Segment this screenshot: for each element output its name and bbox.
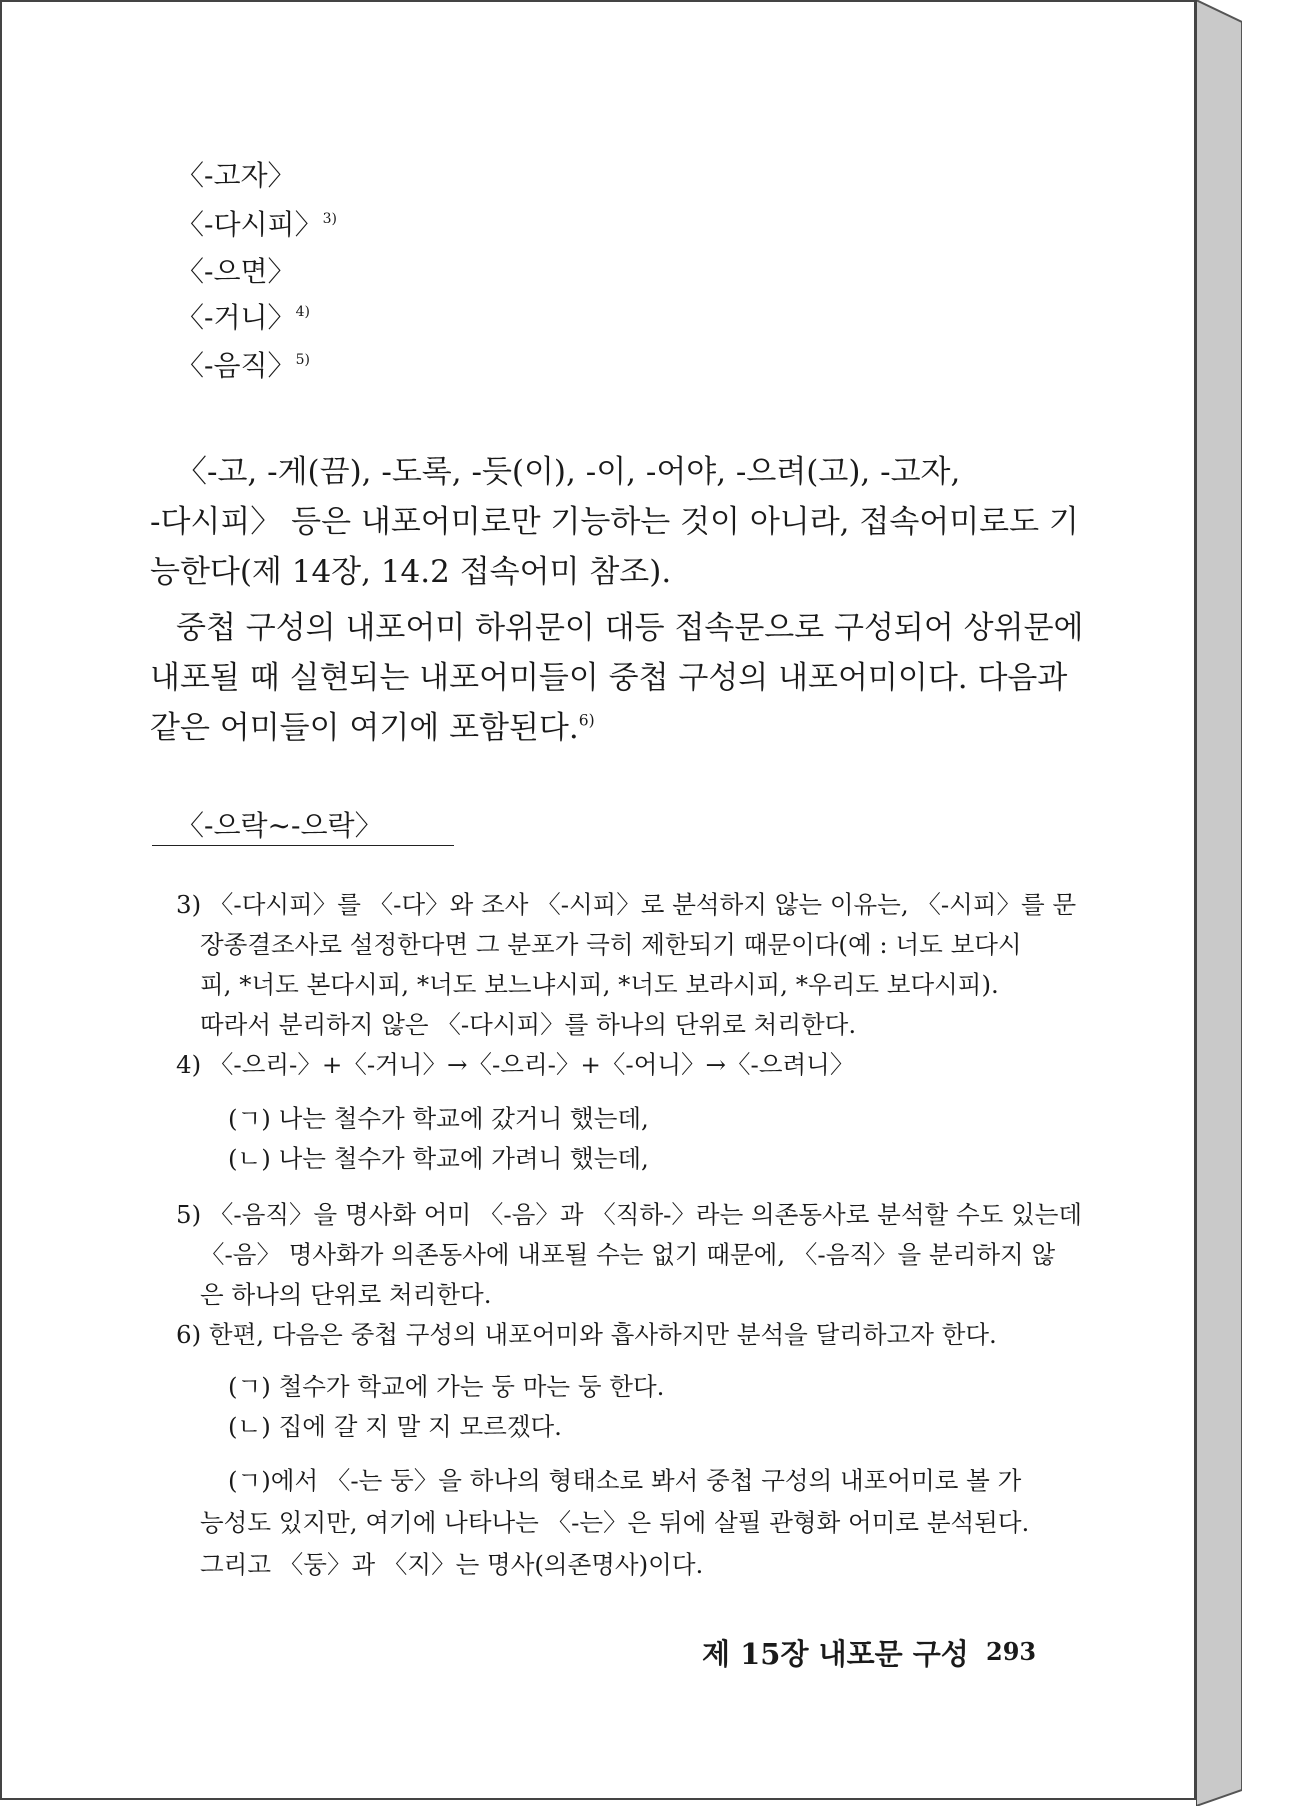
example-line: 〈-음직〉$^{5)}$ <box>176 349 310 382</box>
footnote-line: 능성도 있지만, 여기에 나타나는 〈-는〉은 뒤에 살필 관형화 어미로 분석된다. <box>200 1508 1030 1537</box>
footnote-line: 5) 〈-음직〉을 명사화 어미 〈-음〉과 〈직하-〉라는 의존동사로 분석할 수도 있는데 <box>176 1200 1083 1229</box>
footnote-example: (ㄱ) 나는 철수가 학교에 갔거니 했는데, <box>228 1104 649 1133</box>
example-line: 〈-으면〉 <box>176 255 296 288</box>
footnote-line: 피, *너도 본다시피, *너도 보느냐시피, *너도 보라시피, *우리도 보다시피). <box>200 970 999 999</box>
paragraph-line: 내포될 때 실현되는 내포어미들이 중첩 구성의 내포어미이다. 다음과 <box>150 660 1068 696</box>
paragraph-line: 같은 어미들이 여기에 포함된다.$^{6)}$ <box>150 710 595 746</box>
footnote-line: 그리고 〈둥〉과 〈지〉는 명사(의존명사)이다. <box>200 1550 704 1579</box>
footnote-separator <box>152 845 454 846</box>
paragraph-line: -다시피〉 등은 내포어미로만 기능하는 것이 아니라, 접속어미로도 기 <box>150 504 1079 540</box>
footnote-line: 장종결조사로 설정한다면 그 분포가 극히 제한되기 때문이다(예 : 너도 보다시 <box>200 930 1022 959</box>
example-line: 〈-거니〉$^{4)}$ <box>176 301 310 334</box>
example-line: 〈-다시피〉$^{3)}$ <box>176 208 337 241</box>
footnote-line: 따라서 분리하지 않은 〈-다시피〉를 하나의 단위로 처리한다. <box>200 1010 857 1039</box>
page-number: 293 <box>986 1637 1037 1666</box>
footnote-line: (ㄱ)에서 〈-는 둥〉을 하나의 형태소로 봐서 중첩 구성의 내포어미로 볼 가 <box>228 1466 1022 1495</box>
footnote-line: 은 하나의 단위로 처리한다. <box>200 1280 492 1309</box>
running-footer-chapter: 제 15장 내포문 구성 <box>702 1637 969 1671</box>
paragraph-line: 〈-고, -게(끔), -도록, -듯(이), -이, -어야, -으려(고), -고자, <box>176 454 961 490</box>
footnote-line: 6) 한편, 다음은 중첩 구성의 내포어미와 흡사하지만 분석을 달리하고자 한다. <box>176 1320 997 1349</box>
paragraph-line: 중첩 구성의 내포어미 하위문이 대등 접속문으로 구성되어 상위문에 <box>176 610 1084 646</box>
example-line: 〈-고자〉 <box>176 159 296 192</box>
footnote-example: (ㄴ) 집에 갈 지 말 지 모르겠다. <box>228 1412 562 1441</box>
footnote-line: 4) 〈-으리-〉+〈-거니〉→〈-으리-〉+〈-어니〉→〈-으려니〉 <box>176 1050 855 1079</box>
footnote-line: 3) 〈-다시피〉를 〈-다〉와 조사 〈-시피〉로 분석하지 않는 이유는, 〈-시피〉를 문 <box>176 890 1077 919</box>
footnote-example: (ㄱ) 철수가 학교에 가는 둥 마는 둥 한다. <box>228 1372 665 1401</box>
book-spine-edge <box>1196 0 1242 1806</box>
paragraph-line: 능한다(제 14장, 14.2 접속어미 참조). <box>150 554 672 590</box>
footnote-example: (ㄴ) 나는 철수가 학교에 가려니 했는데, <box>228 1144 649 1173</box>
example-line: 〈-으락∼-으락〉 <box>176 809 383 842</box>
footnote-line: 〈-음〉 명사화가 의존동사에 내포될 수는 없기 때문에, 〈-음직〉을 분리하지 않 <box>200 1240 1056 1269</box>
